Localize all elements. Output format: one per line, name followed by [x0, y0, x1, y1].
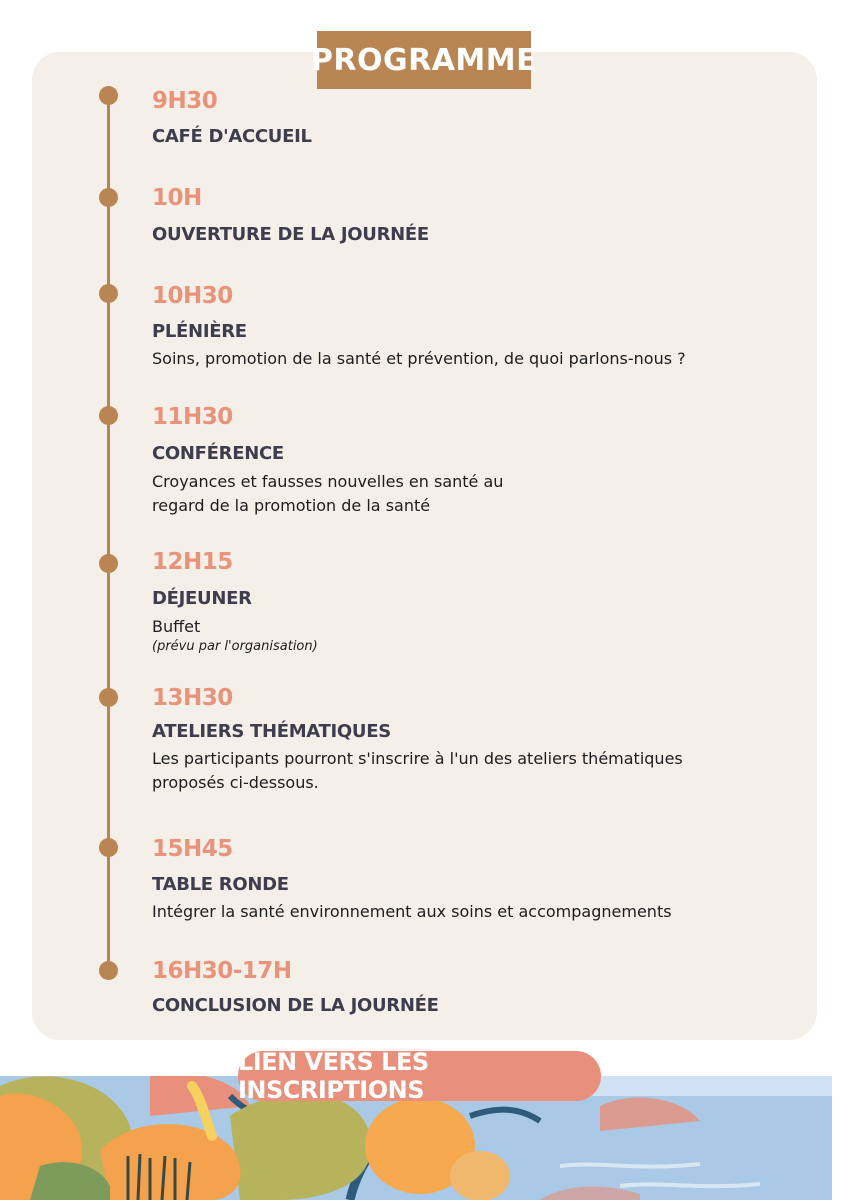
item-description: regard de la promotion de la santé	[152, 496, 431, 515]
item-time: 9H30	[152, 88, 218, 114]
item-time: 11H30	[152, 404, 233, 430]
item-title: TABLE RONDE	[152, 874, 289, 895]
timeline-dot	[99, 188, 118, 207]
program-title: PROGRAMME	[310, 42, 538, 78]
item-title: ATELIERS THÉMATIQUES	[152, 721, 391, 742]
item-description: proposés ci-dessous.	[152, 773, 319, 792]
item-time: 13H30	[152, 685, 233, 711]
item-description: Soins, promotion de la santé et prévention, de quoi parlons-nous ?	[152, 349, 686, 368]
item-title: PLÉNIÈRE	[152, 321, 247, 342]
item-title: CONFÉRENCE	[152, 443, 284, 464]
timeline-dot	[99, 86, 118, 105]
item-time: 16H30-17H	[152, 958, 292, 984]
item-title: CAFÉ D'ACCUEIL	[152, 126, 312, 147]
item-description: Intégrer la santé environnement aux soins et accompagnements	[152, 902, 672, 921]
item-time: 10H30	[152, 283, 233, 309]
program-header	[310, 31, 538, 89]
item-description: Les participants pourront s'inscrire à l'un des ateliers thématiques	[152, 749, 683, 768]
item-time: 15H45	[152, 836, 233, 862]
item-time: 12H15	[152, 549, 233, 575]
timeline-dot	[99, 284, 118, 303]
timeline-dot	[99, 688, 118, 707]
registration-link-button[interactable]	[238, 1048, 601, 1104]
timeline-dot	[99, 554, 118, 573]
program-card	[32, 52, 817, 1040]
timeline-dot	[99, 406, 118, 425]
item-description: Croyances et fausses nouvelles en santé au	[152, 472, 504, 491]
timeline-dot	[99, 961, 118, 980]
item-time: 10H	[152, 185, 202, 211]
item-note: (prévu par l'organisation)	[152, 639, 318, 654]
item-title: DÉJEUNER	[152, 588, 252, 609]
timeline-dot	[99, 838, 118, 857]
item-title: CONCLUSION DE LA JOURNÉE	[152, 995, 439, 1016]
registration-link-label: LIEN VERS LES INSCRIPTIONS	[238, 1048, 429, 1104]
item-description: Buffet	[152, 617, 201, 636]
item-title: OUVERTURE DE LA JOURNÉE	[152, 224, 429, 245]
